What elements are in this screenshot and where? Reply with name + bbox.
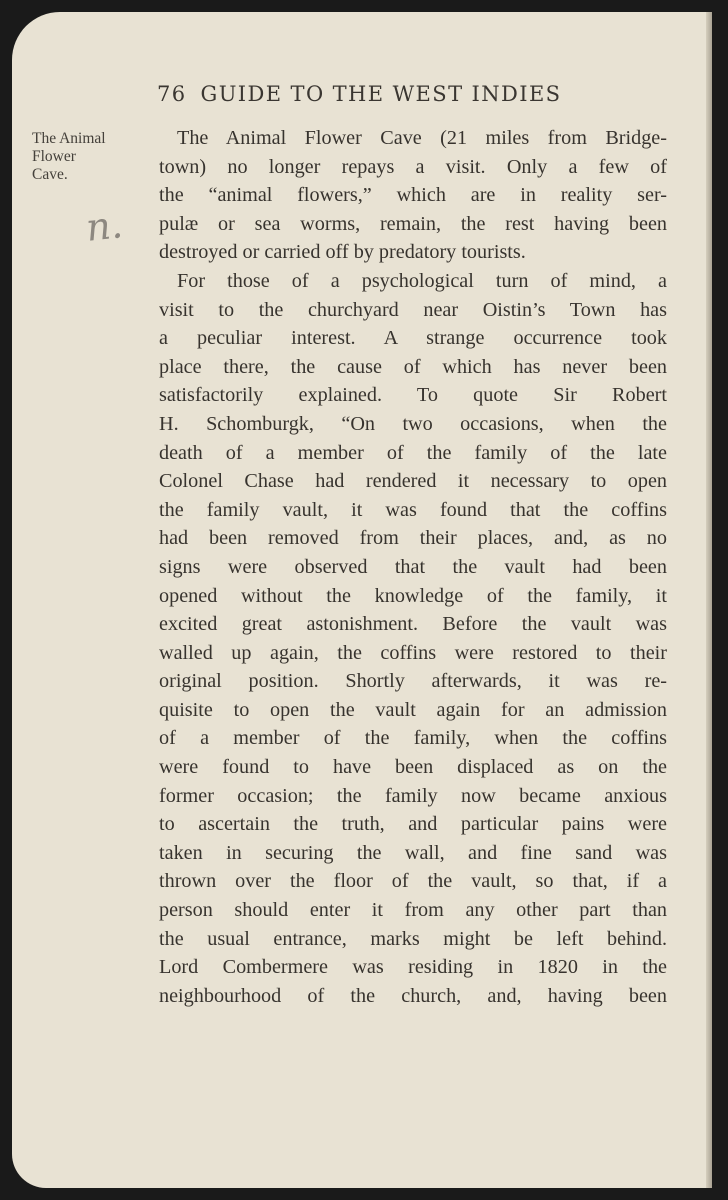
text-line: the “animal flowers,” which are in reality ser-	[159, 184, 667, 207]
running-header	[157, 82, 612, 106]
text-line: of a member of the family, when the coffins	[159, 727, 667, 750]
margin-note-line: The Animal	[32, 130, 106, 147]
text-line: place there, the cause of which has never been	[159, 355, 667, 378]
text-line: the usual entrance, marks might be left behind.	[159, 927, 667, 950]
pencil-annotation: n.	[83, 202, 125, 250]
text-line: excited great astonishment. Before the vault was	[159, 613, 667, 636]
text-line: walled up again, the coffins were restored to their	[159, 641, 667, 664]
text-line: Colonel Chase had rendered it necessary to open	[159, 470, 667, 493]
text-line: had been removed from their places, and, as no	[159, 527, 667, 550]
text-line: were found to have been displaced as on the	[159, 756, 667, 779]
text-line: pulæ or sea worms, remain, the rest having been	[159, 212, 667, 235]
book-page	[12, 12, 712, 1188]
text-line: signs were observed that the vault had been	[159, 555, 667, 578]
text-line: death of a member of the family of the late	[159, 441, 667, 464]
text-line: neighbourhood of the church, and, having been	[159, 984, 667, 1007]
text-line: town) no longer repays a visit. Only a few of	[159, 155, 667, 178]
text-line: original position. Shortly afterwards, it was re-	[159, 670, 667, 693]
text-line: destroyed or carried off by predatory tourists.	[159, 241, 526, 264]
margin-note-line: Flower	[32, 148, 76, 165]
text-line: to ascertain the truth, and particular pains were	[159, 813, 667, 836]
running-title: GUIDE TO THE WEST INDIES	[200, 82, 562, 106]
body-text	[159, 124, 667, 1010]
text-line: the family vault, it was found that the coffins	[159, 498, 667, 521]
text-line: opened without the knowledge of the family, it	[159, 584, 667, 607]
text-line: a peculiar interest. A strange occurrence took	[159, 327, 667, 350]
text-line: thrown over the floor of the vault, so that, if a	[159, 870, 667, 893]
margin-note-line: Cave.	[32, 166, 68, 183]
page-edge	[706, 12, 712, 1188]
text-line: taken in securing the wall, and fine sand was	[159, 841, 667, 864]
margin-note	[32, 130, 140, 184]
text-line: The Animal Flower Cave (21 miles from Bridge-	[177, 127, 667, 149]
text-line: H. Schomburgk, “On two occasions, when the	[159, 412, 667, 435]
text-line: person should enter it from any other part than	[159, 899, 667, 922]
page-number: 76	[157, 82, 187, 106]
text-line: Lord Combermere was residing in 1820 in the	[159, 956, 667, 979]
text-line: former occasion; the family now became anxious	[159, 784, 667, 807]
text-line: quisite to open the vault again for an admission	[159, 698, 667, 721]
text-line: For those of a psychological turn of mind, a	[177, 269, 667, 292]
text-line: visit to the churchyard near Oistin’s Town has	[159, 298, 667, 321]
text-line: satisfactorily explained. To quote Sir Robert	[159, 384, 667, 407]
